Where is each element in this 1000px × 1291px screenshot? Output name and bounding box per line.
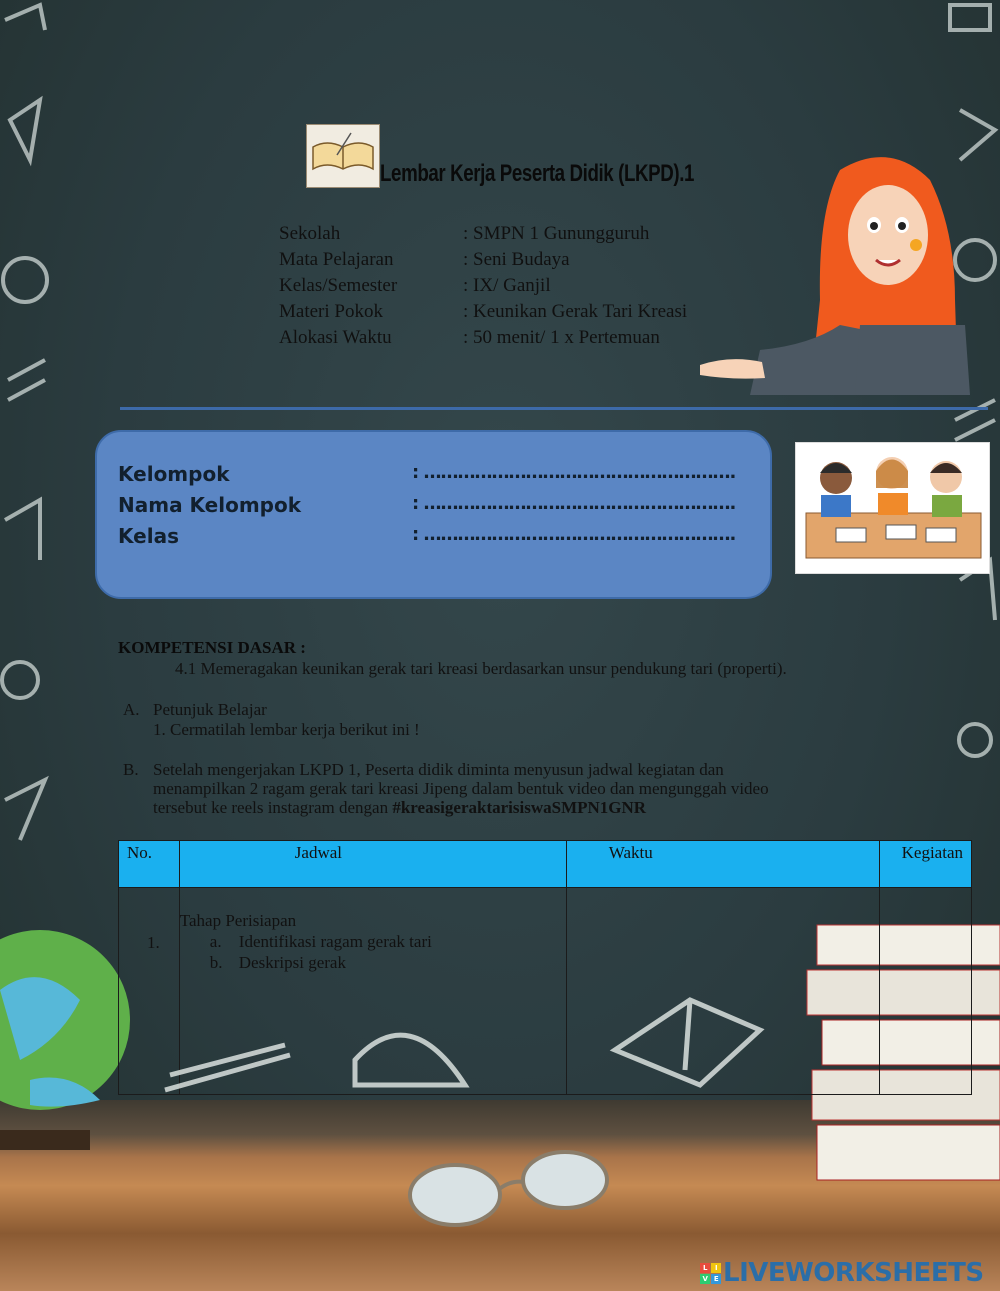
chalk-doodle-left-icon	[0, 0, 60, 900]
section-a-marker: A.	[123, 700, 140, 719]
section-b-marker: B.	[123, 760, 139, 779]
info-label: Materi Pokok	[279, 301, 383, 322]
group-label: Nama Kelompok	[118, 493, 302, 517]
list-item-marker: a.	[209, 932, 222, 951]
info-row-topic	[279, 299, 687, 325]
section-b-line: menampilkan 2 ragam gerak tari kreasi Jipeng dalam bentuk video dan mengunggah video	[153, 779, 769, 798]
kompetensi-text: 4.1 Memeragakan keunikan gerak tari kreasi berdasarkan unsur pendukung tari (properti).	[175, 659, 787, 678]
identity-info	[279, 221, 687, 351]
teacher-illustration-icon	[690, 150, 980, 395]
section-heading-kompetensi: KOMPETENSI DASAR :	[118, 638, 306, 657]
info-value: : 50 menit/ 1 x Pertemuan	[463, 327, 660, 348]
info-row-school	[279, 221, 687, 247]
page-title: Lembar Kerja Peserta Didik (LKPD).1	[380, 160, 695, 187]
open-book-icon	[306, 124, 380, 188]
column-header-waktu: Waktu	[566, 841, 879, 888]
liveworksheets-logo	[700, 1258, 984, 1288]
logo-letter: E	[711, 1274, 721, 1284]
group-label: Kelompok	[118, 462, 230, 486]
group-identity-box	[95, 430, 772, 599]
info-row-class-semester	[279, 273, 687, 299]
column-header-kegiatan: Kegiatan	[879, 841, 971, 888]
column-header-jadwal: Jadwal	[179, 841, 566, 888]
info-value: : Seni Budaya	[463, 249, 570, 270]
hashtag: #kreasigeraktarisiswaSMPN1GNR	[392, 798, 647, 817]
info-value: : SMPN 1 Gunungguruh	[463, 223, 650, 244]
list-item: Identifikasi ragam gerak tari	[238, 932, 432, 951]
group-label: Kelas	[118, 524, 179, 548]
row-number: 1.	[147, 933, 160, 952]
section-b-line: Setelah mengerjakan LKPD 1, Peserta didik diminta menyusun jadwal kegiatan dan	[153, 760, 724, 779]
logo-text: LIVEWORKSHEETS	[723, 1258, 984, 1288]
group-members-blank[interactable]: : ……………………………………………….	[412, 493, 736, 514]
logo-letter: V	[700, 1274, 710, 1284]
logo-mark-icon	[700, 1263, 721, 1284]
list-item-marker: b.	[209, 953, 223, 972]
info-label: Sekolah	[279, 223, 341, 244]
stage-title: Tahap Perisiapan	[179, 911, 297, 930]
activity-input-cell[interactable]	[879, 888, 971, 1095]
divider	[120, 407, 988, 410]
group-name-blank[interactable]: : ……………………………………………….	[412, 462, 736, 483]
class-blank[interactable]: : ……………………………………………….	[412, 524, 736, 545]
section-b-line	[153, 798, 646, 817]
table-header-row	[119, 841, 972, 888]
column-header-no: No.	[119, 841, 180, 888]
info-label: Kelas/Semester	[279, 275, 398, 296]
section-a-title: Petunjuk Belajar	[153, 700, 267, 719]
students-discussing-illustration-icon	[795, 442, 990, 574]
info-value: : Keunikan Gerak Tari Kreasi	[463, 301, 688, 322]
section-a-item: 1. Cermatilah lembar kerja berikut ini !	[153, 720, 420, 739]
logo-letter: I	[711, 1263, 721, 1273]
chalk-drawings-icon	[160, 990, 780, 1100]
section-b-line-text: tersebut ke reels instagram dengan	[153, 798, 393, 817]
glasses-icon	[400, 1150, 620, 1240]
info-value: : IX/ Ganjil	[463, 275, 551, 296]
logo-letter: L	[700, 1263, 710, 1273]
info-label: Mata Pelajaran	[279, 249, 394, 270]
info-row-subject	[279, 247, 687, 273]
list-item: Deskripsi gerak	[238, 953, 346, 972]
info-row-time	[279, 325, 687, 351]
info-label: Alokasi Waktu	[279, 327, 392, 348]
